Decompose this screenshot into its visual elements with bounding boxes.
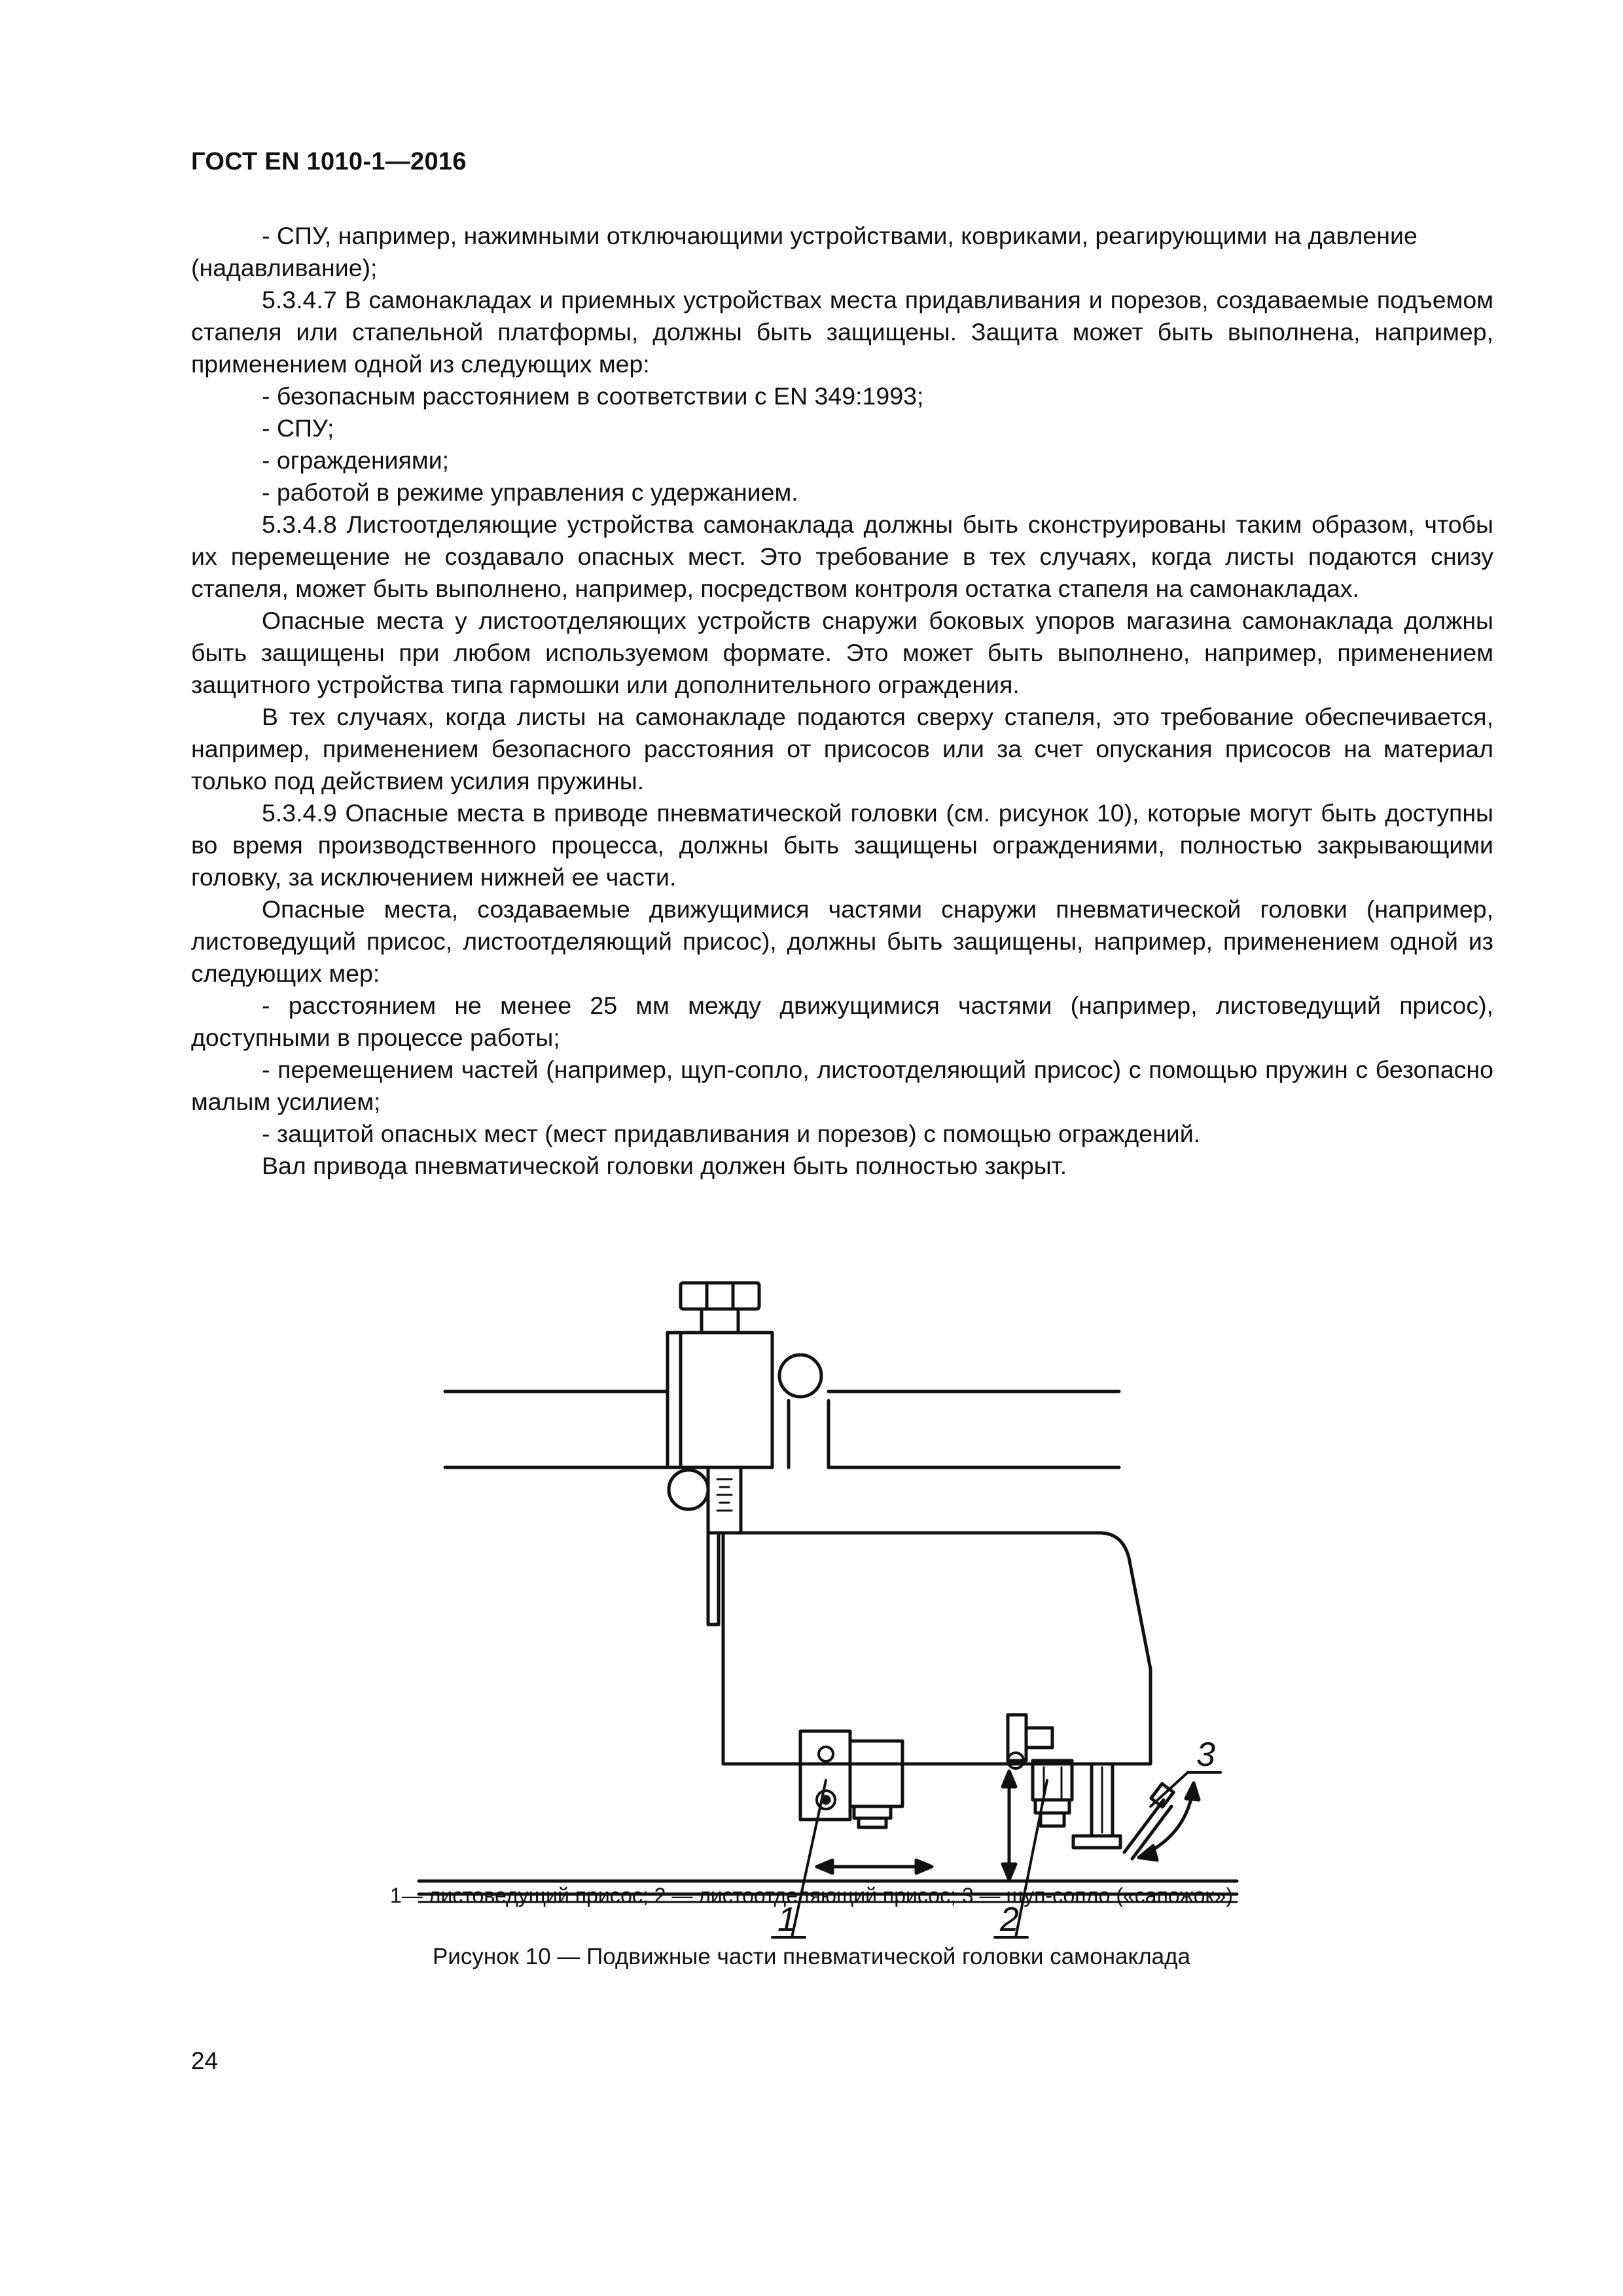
adjustment-knob [681,1283,759,1333]
list-item: - ограждениями; [262,446,450,474]
paragraph: В тех случаях, когда листы на самонакладе подаются сверху стапеля, это требование обеспечивается, например, применением безопасного расстояния от присосов или за счет опускания присосов на материал только под действием усилия пружины. [191,703,1493,795]
paragraph: 5.3.4.9 Опасные места в приводе пневматической головки (см. рисунок 10), которые могут быть доступны во время производственного процесса, должны быть защищены ограждениями, полностью закрывающими головку, за исключением нижней ее части. [191,799,1493,891]
sheet-separating-suction [1003,1715,1072,1880]
paragraph: 5.3.4.8 Листоотделяющие устройства самонаклада должны быть сконструированы таким образом, чтобы их перемещение не создавало опасных мест. Это требование в тех случаях, когда листы подаются снизу стапеля, может быть выполнено, например, посредством контроля остатка стапеля на самонакладах. [191,511,1493,602]
document-header: ГОСТ EN 1010-1—2016 [191,148,467,175]
body-text [191,220,1493,1182]
paragraph: Опасные места, создаваемые движущимися частями снаружи пневматической головки (например, листоведущий присос, листоотделяющий присос), должны быть защищены, например, применением одной из следующих мер: [191,895,1493,987]
label-1: 1 [777,1901,796,1939]
figure-caption: Рисунок 10 — Подвижные части пневматической головки самонаклада [433,1944,1190,1969]
head-housing [668,1333,829,1509]
page-number: 24 [191,2047,219,2074]
list-item: - расстоянием не менее 25 мм между движущимися частями (например, листоведущий присос), доступными в процессе работы; [191,992,1493,1051]
label-3: 3 [1196,1736,1215,1774]
paragraph: Опасные места у листоотделяющих устройств снаружи боковых упоров магазина самонаклада должны быть защищены при любом используемом формате. Это может быть выполнено, например, применением защитного устройства типа гармошки или дополнительного ограждения. [191,607,1493,698]
list-item: - СПУ; [262,414,334,442]
list-item: - защитой опасных мест (мест придавливания и порезов) с помощью ограждений. [262,1120,1201,1147]
head-body [723,1533,1150,1764]
label-2: 2 [1000,1901,1019,1939]
paragraph: Вал привода пневматической головки должен быть полностью закрыт. [262,1152,1067,1179]
horizontal-motion-arrow [817,1860,932,1873]
list-item: - перемещением частей (например, щуп-сопло, листоотделяющий присос) с помощью пружин с безопасно малым усилием; [191,1056,1493,1115]
figure-legend: 1— листоведущий присос; 2 — листоотделяющий присос; 3 — щуп-сопло («сапожок») [390,1884,1233,1907]
paragraph: 5.3.4.7 В самонакладах и приемных устройствах места придавливания и порезов, создаваемые подъемом стапеля или стапельной платформы, должны быть защищены. Защита может быть выполнена, например, применением одной из следующих мер: [191,286,1493,378]
list-item: - безопасным расстоянием в соответствии с EN 349:1993; [262,382,924,410]
paragraph: - СПУ, например, нажимными отключающими устройствами, ковриками, реагирующими на давление (надавливание); [191,222,1418,281]
list-item: - работой в режиме управления с удержанием. [262,478,798,506]
sheet-guiding-suction [800,1731,902,1827]
drive-shaft [445,1391,1119,1467]
